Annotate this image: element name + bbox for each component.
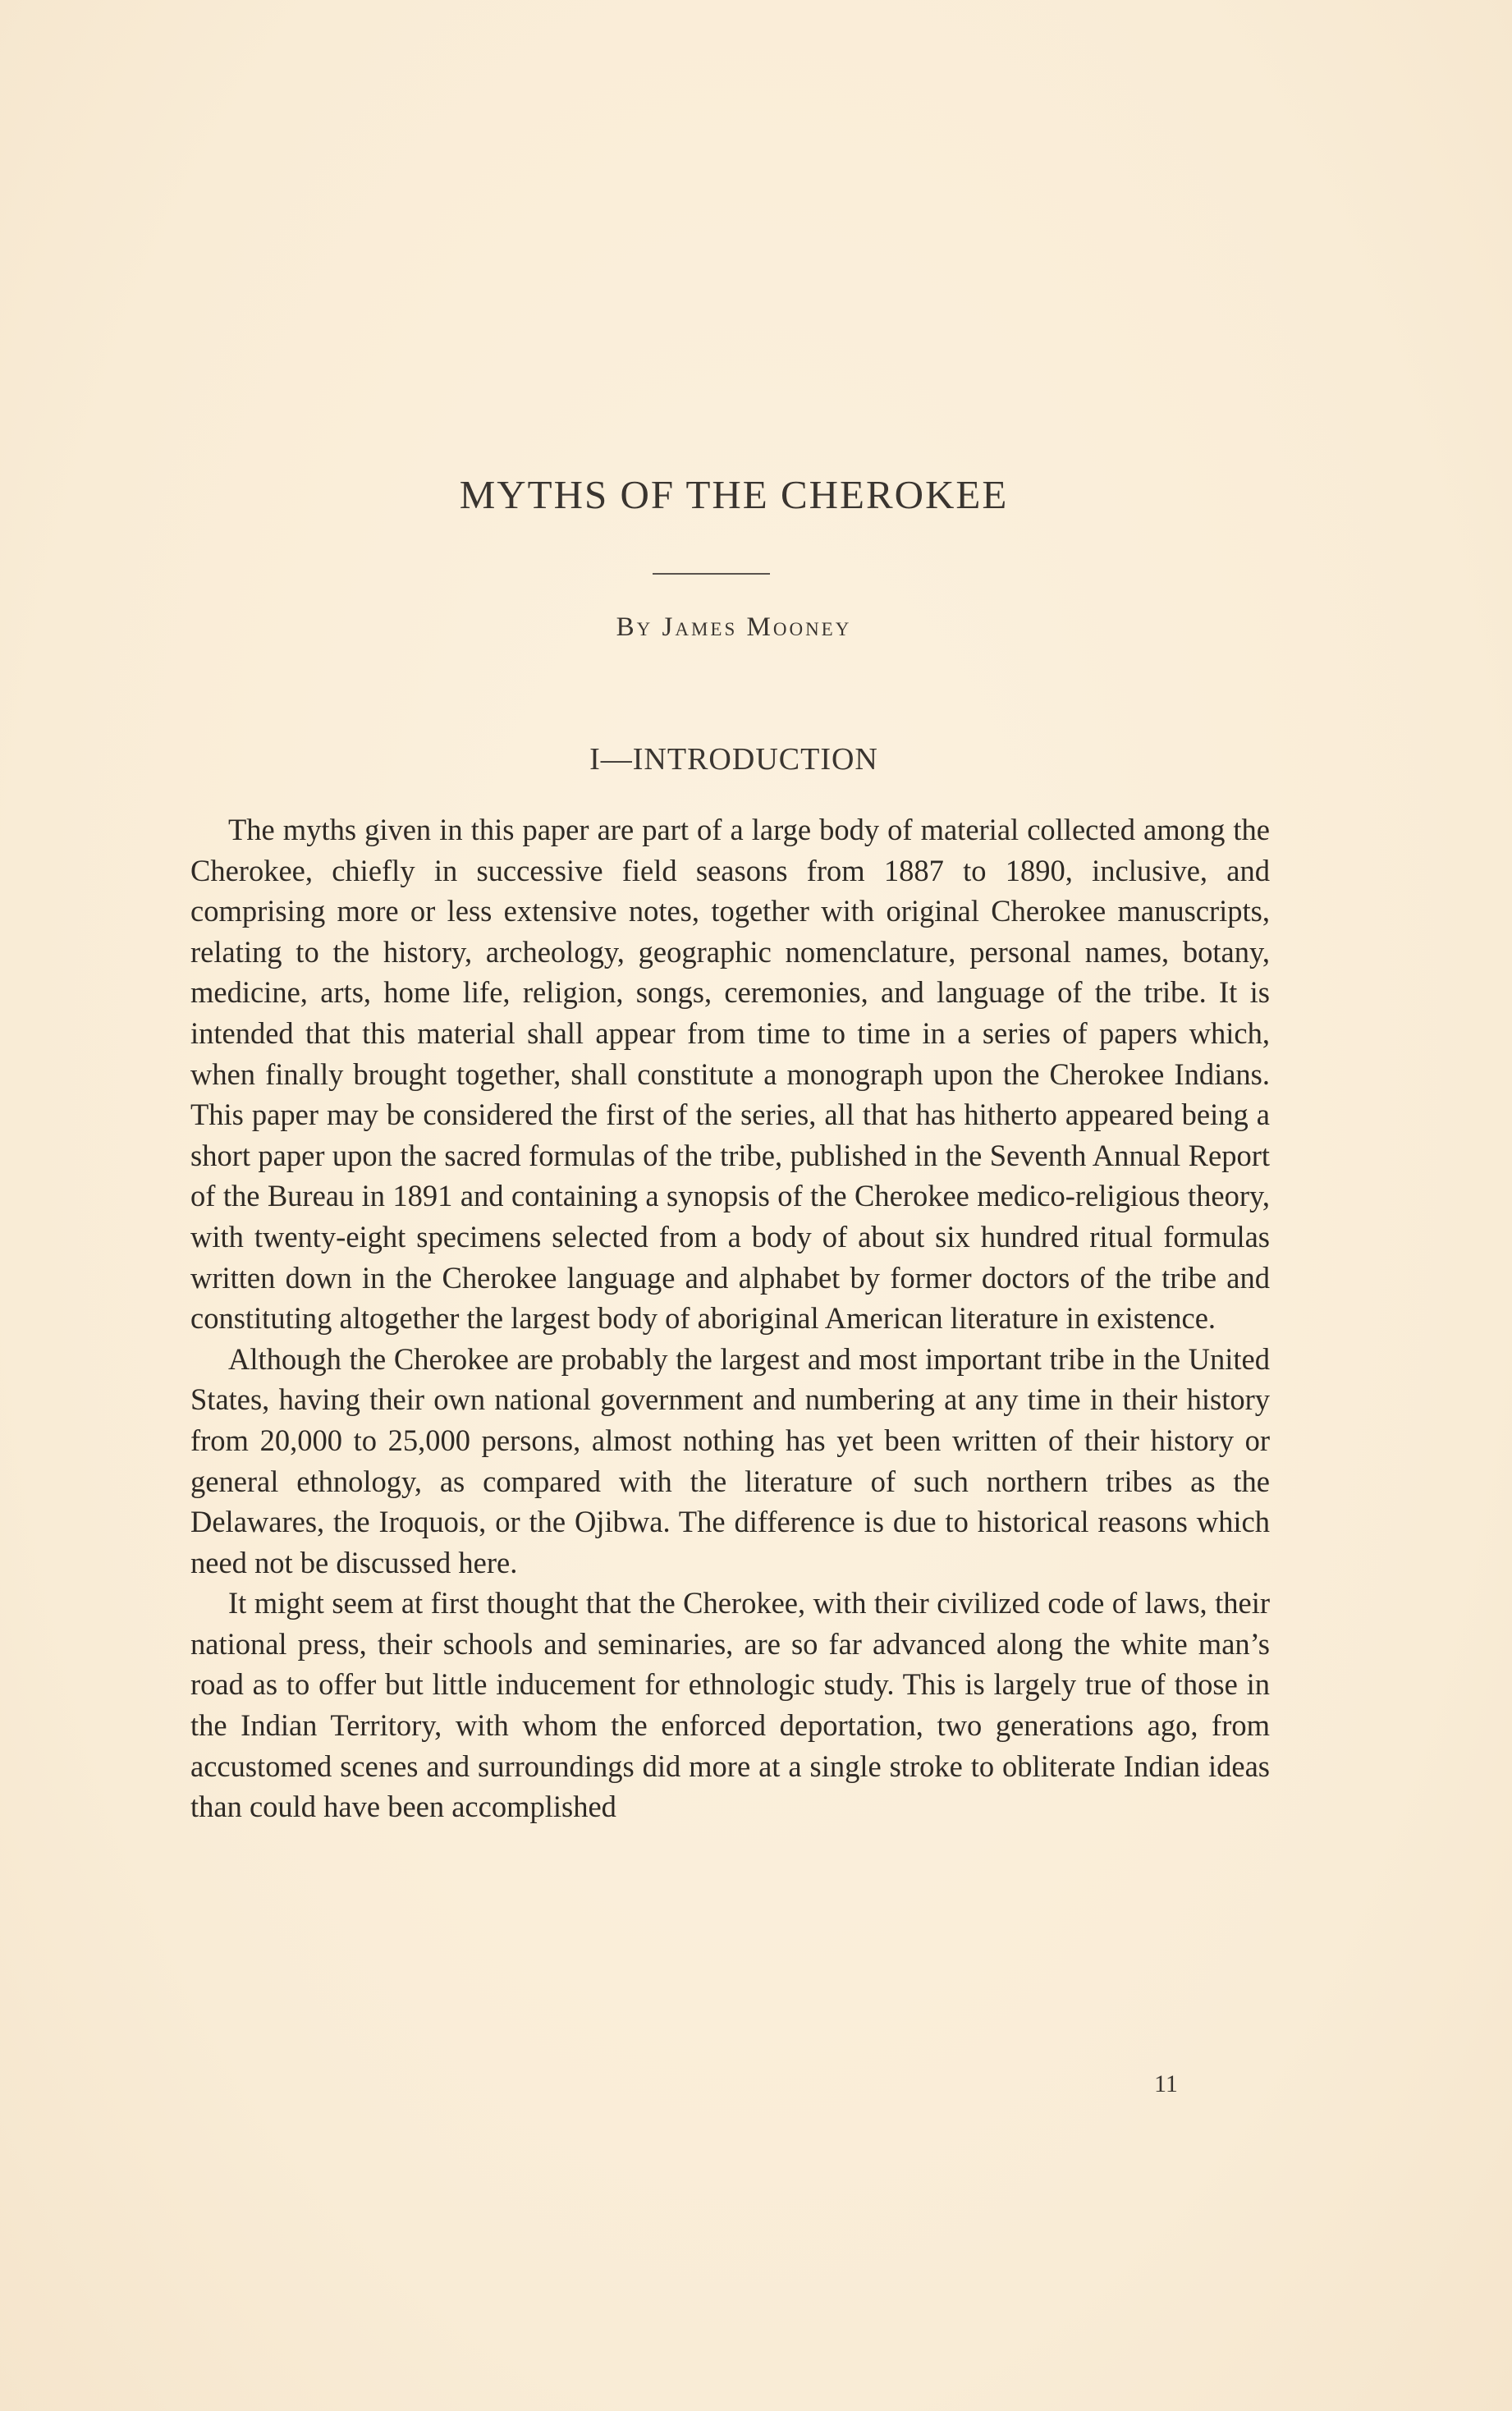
author-byline: By James Mooney bbox=[616, 612, 852, 642]
document-title: MYTHS OF THE CHEROKEE bbox=[459, 472, 1009, 517]
title-divider bbox=[653, 573, 770, 575]
body-text bbox=[190, 809, 1270, 1827]
section-heading: I—INTRODUCTION bbox=[589, 742, 878, 777]
paragraph-1: The myths given in this paper are part of a large body of material collected among the Cherokee, chiefly in successive field seasons from 1887 to 1890, inclusive, and comprising more or less extensive notes, together with original Cherokee manuscripts, relating to the history, archeology, geographic nomenclature, personal names, botany, medicine, arts, home life, religion, songs, ceremonies, and language of the tribe. It is intended that this material shall appear from time to time in a series of papers which, when finally brought together, shall constitute a monograph upon the Cherokee Indians. This paper may be considered the first of the series, all that has hitherto appeared being a short paper upon the sacred formulas of the tribe, published in the Seventh Annual Report of the Bureau in 1891 and containing a synopsis of the Cherokee medico-religious theory, with twenty-eight specimens selected from a body of about six hundred ritual formulas written down in the Cherokee language and alphabet by former doctors of the tribe and constituting altogether the largest body of aboriginal American literature in existence. bbox=[190, 813, 1270, 1336]
page-number: 11 bbox=[1154, 2070, 1178, 2097]
paragraph-2: Although the Cherokee are probably the largest and most important tribe in the United States, having their own national government and numbering at any time in their history from 20,000 to 25,000 persons, almost nothing has yet been written of their history or general ethnology, as compared with the literature of such northern tribes as the Delawares, the Iroquois, or the Ojibwa. The difference is due to historical reasons which need not be discussed here. bbox=[190, 1341, 1270, 1579]
paragraph-3: It might seem at first thought that the Cherokee, with their civilized code of laws, their national press, their schools and seminaries, are so far advanced along the white man’s road as to offer but little inducement for ethnologic study. This is largely true of those in the Indian Territory, with whom the enforced deportation, two generations ago, from accustomed scenes and surroundings did more at a single stroke to obliterate Indian ideas than could have been accomplished bbox=[190, 1586, 1270, 1824]
